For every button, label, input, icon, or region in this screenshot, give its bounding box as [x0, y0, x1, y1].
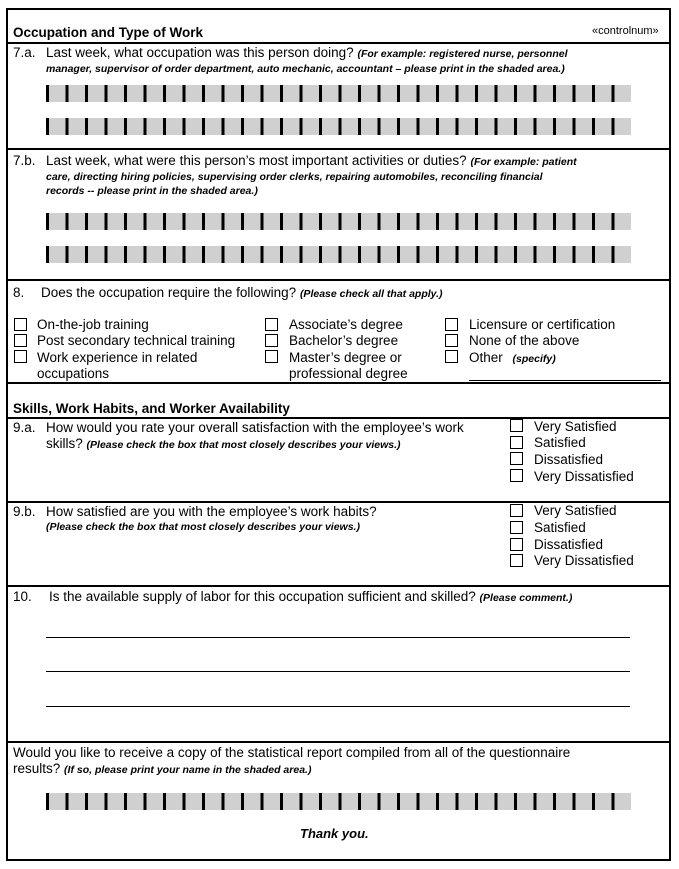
- checkbox-work-experience[interactable]: [14, 350, 27, 363]
- q9a-note: (Please check the box that most closely describes your views.): [86, 439, 401, 451]
- q7b-answer-field-2[interactable]: [46, 246, 631, 263]
- q9a-label-very-dissatisfied: Very Dissatisfied: [534, 469, 634, 484]
- section-title-occupation: Occupation and Type of Work: [13, 25, 204, 40]
- q10-comment-line-1[interactable]: [46, 637, 630, 638]
- label-masters-degree-cont: professional degree: [289, 366, 408, 381]
- q7a-answer-field-2[interactable]: [46, 118, 631, 135]
- checkbox-bachelors-degree[interactable]: [265, 334, 278, 347]
- divider: [6, 741, 671, 743]
- report-question-cont: [13, 761, 311, 778]
- q9b-number: 9.b.: [13, 504, 36, 519]
- report-note: (If so, please print your name in the shaded area.): [64, 764, 312, 776]
- checkbox-other[interactable]: [445, 350, 458, 363]
- q7b-answer-field-1[interactable]: [46, 213, 631, 230]
- q9b-label-very-dissatisfied: Very Dissatisfied: [534, 553, 634, 568]
- label-on-the-job-training: On-the-job training: [37, 317, 149, 332]
- control-number: «controlnum»: [592, 25, 659, 37]
- checkbox-on-the-job-training[interactable]: [14, 318, 27, 331]
- q7b-question: [46, 153, 577, 170]
- label-bachelors-degree: Bachelor’s degree: [289, 333, 399, 348]
- q9b-checkbox-dissatisfied[interactable]: [510, 538, 523, 551]
- q9b-checkbox-very-dissatisfied[interactable]: [510, 554, 523, 567]
- q10-comment-line-2[interactable]: [46, 671, 630, 672]
- q7a-question: [46, 45, 568, 62]
- q9a-checkbox-very-dissatisfied[interactable]: [510, 469, 523, 482]
- divider: [6, 279, 671, 281]
- checkbox-none-of-the-above[interactable]: [445, 334, 458, 347]
- q9a-checkbox-very-satisfied[interactable]: [510, 419, 523, 432]
- report-question-text: results?: [13, 761, 61, 776]
- divider: [6, 42, 671, 44]
- q7a-note-cont: manager, supervisor of order department, auto mechanic, accountant – please print in the shaded area.): [46, 63, 565, 75]
- q9a-checkbox-satisfied[interactable]: [510, 436, 523, 449]
- label-other-text: Other: [469, 350, 503, 365]
- q9a-label-satisfied: Satisfied: [534, 435, 586, 450]
- label-other-specify: (specify): [512, 353, 556, 365]
- label-masters-degree: Master’s degree or: [289, 350, 402, 365]
- checkbox-masters-degree[interactable]: [265, 350, 278, 363]
- q7a-question-text: Last week, what occupation was this person doing?: [46, 45, 354, 60]
- label-post-secondary-training: Post secondary technical training: [37, 333, 236, 348]
- label-none-of-the-above: None of the above: [469, 333, 580, 348]
- q9a-question-text: skills?: [46, 436, 83, 451]
- label-work-experience: Work experience in related: [37, 350, 198, 365]
- other-specify-input[interactable]: [469, 380, 661, 381]
- q9b-note: (Please check the box that most closely describes your views.): [46, 521, 360, 533]
- report-name-field[interactable]: [46, 793, 631, 810]
- label-licensure: Licensure or certification: [469, 317, 616, 332]
- q10-comment-line-3[interactable]: [46, 706, 630, 707]
- label-other: [469, 350, 556, 367]
- section-title-skills: Skills, Work Habits, and Worker Availability: [13, 401, 290, 416]
- q9b-label-dissatisfied: Dissatisfied: [534, 537, 604, 552]
- q7b-note-cont: care, directing hiring policies, supervising order clerks, repairing automobiles, reconciling financial: [46, 171, 543, 183]
- q7b-note-cont2: records -- please print in the shaded area.): [46, 185, 258, 197]
- q9b-checkbox-satisfied[interactable]: [510, 521, 523, 534]
- q9a-question: How would you rate your overall satisfaction with the employee’s work: [46, 420, 464, 435]
- checkbox-licensure[interactable]: [445, 318, 458, 331]
- q10-note: (Please comment.): [479, 592, 573, 604]
- q7b-note: (For example: patient: [470, 156, 577, 168]
- q9b-label-very-satisfied: Very Satisfied: [534, 503, 617, 518]
- q9a-label-very-satisfied: Very Satisfied: [534, 419, 617, 434]
- q8-note: (Please check all that apply.): [299, 288, 443, 300]
- q9a-label-dissatisfied: Dissatisfied: [534, 452, 604, 467]
- q7a-note: (For example: registered nurse, personnel: [357, 48, 568, 60]
- q10-number: 10.: [13, 589, 32, 604]
- q9b-question: How satisfied are you with the employee’s work habits?: [46, 504, 377, 519]
- report-question: Would you like to receive a copy of the statistical report compiled from all of the questionnaire: [13, 745, 571, 760]
- q7b-number: 7.b.: [13, 153, 36, 168]
- q10-question: [49, 589, 572, 606]
- label-associates-degree: Associate’s degree: [289, 317, 403, 332]
- q7a-answer-field-1[interactable]: [46, 85, 631, 102]
- q9a-question-cont: [46, 436, 401, 453]
- thank-you-text: Thank you.: [300, 826, 369, 841]
- checkbox-post-secondary-training[interactable]: [14, 334, 27, 347]
- label-work-experience-cont: occupations: [37, 366, 110, 381]
- q7a-number: 7.a.: [13, 45, 36, 60]
- q10-question-text: Is the available supply of labor for this occupation sufficient and skilled?: [49, 589, 476, 604]
- checkbox-associates-degree[interactable]: [265, 318, 278, 331]
- q9b-label-satisfied: Satisfied: [534, 520, 586, 535]
- q7b-question-text: Last week, what were this person’s most important activities or duties?: [46, 153, 467, 168]
- q8-question-text: Does the occupation require the following?: [41, 285, 297, 300]
- divider: [6, 148, 671, 150]
- q8-question: [41, 285, 443, 302]
- q9a-number: 9.a.: [13, 420, 36, 435]
- q8-number: 8.: [13, 285, 25, 300]
- divider: [6, 585, 671, 587]
- divider: [6, 382, 671, 384]
- q9b-checkbox-very-satisfied[interactable]: [510, 504, 523, 517]
- q9a-checkbox-dissatisfied[interactable]: [510, 452, 523, 465]
